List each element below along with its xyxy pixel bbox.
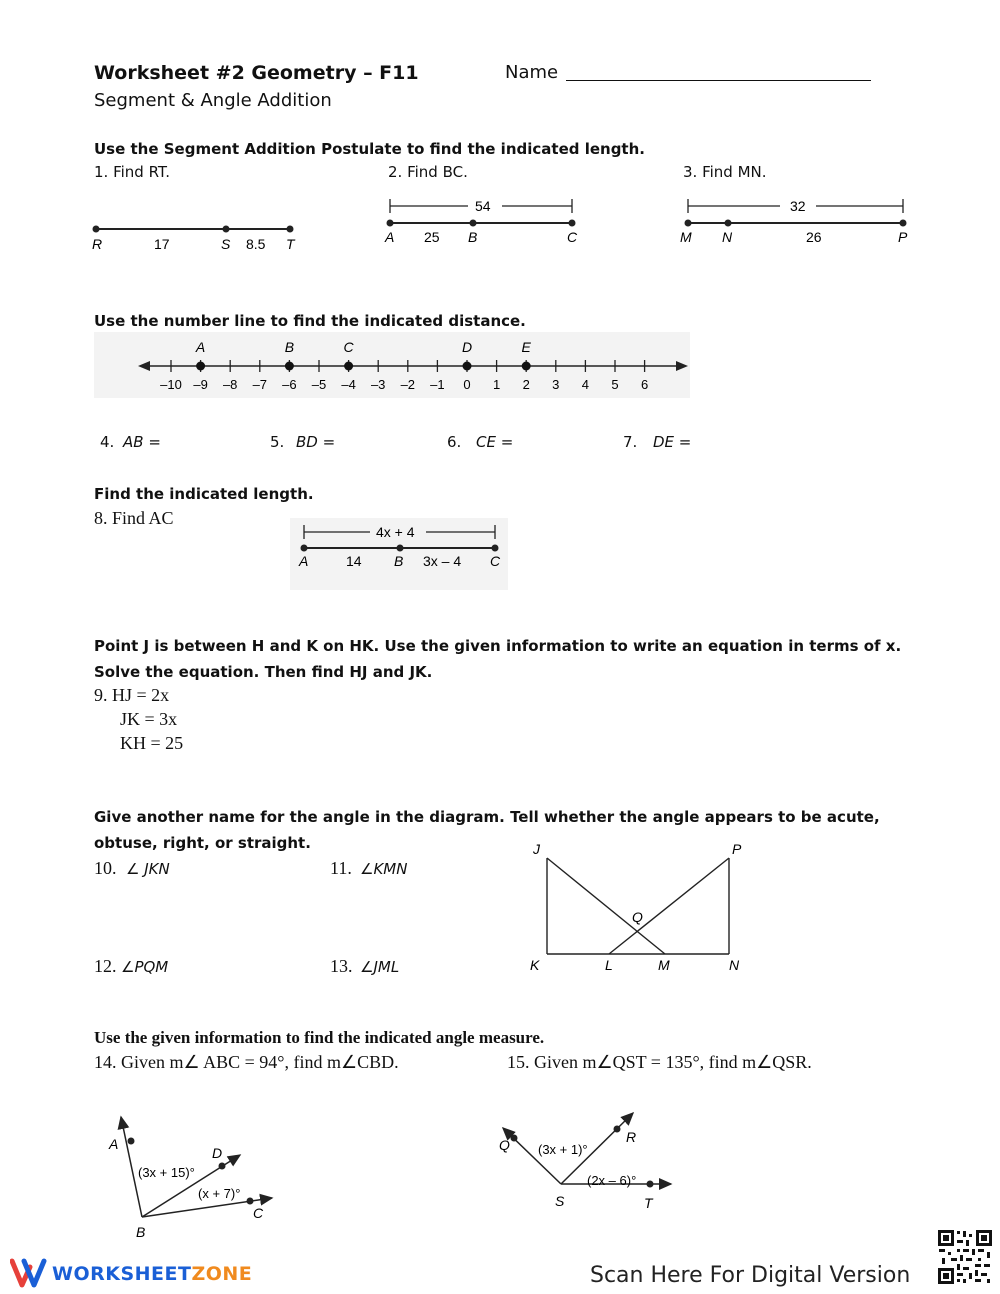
number-line-tick-label: –10 [160, 377, 182, 392]
question-13-number: 13. [330, 956, 353, 976]
question-10: ∠ JKN [126, 860, 170, 878]
number-line-point-e [522, 362, 531, 371]
point-c-label: C [490, 553, 501, 569]
worksheet-zone-brand[interactable] [52, 1263, 252, 1285]
question-12: ∠PQM [121, 958, 169, 976]
question-5-number: 5. [270, 433, 285, 451]
number-line-tick-label: 5 [611, 377, 619, 392]
number-line-tick-label: –7 [252, 377, 268, 392]
segment-bc-expression: 3x – 4 [423, 553, 462, 569]
point-r-label: R [92, 236, 103, 252]
qr-code-icon[interactable] [936, 1228, 994, 1286]
number-line-point-d [463, 362, 472, 371]
number-line-point-label-b: B [284, 339, 295, 355]
point-l-label: L [605, 957, 613, 973]
angle-dbc-measure: (x + 7)° [198, 1186, 241, 1201]
angle-diagram-abc [100, 1105, 290, 1245]
number-line-point-c [344, 362, 353, 371]
point-t-label: T [286, 236, 295, 252]
segment-figure-rt [88, 215, 303, 260]
worksheet-title: Worksheet #2 Geometry – F11 [94, 62, 419, 84]
number-line-tick-label: 0 [463, 377, 471, 392]
point-n-label: N [722, 229, 733, 245]
worksheet-zone-logo-icon [10, 1257, 48, 1289]
number-line-tick-label: 2 [522, 377, 530, 392]
segment-ac-expression: 4x + 4 [376, 524, 415, 540]
point-b-label: B [136, 1224, 146, 1240]
point-c-label: C [253, 1205, 264, 1221]
segment-figure-mn [678, 192, 918, 252]
number-line-tick-label: –9 [193, 377, 208, 392]
number-line-tick-label: –1 [430, 377, 445, 392]
angle-qsr-measure: (3x + 1)° [538, 1142, 588, 1157]
question-15: 15. Given m∠QST = 135°, find m∠QSR. [507, 1052, 812, 1072]
angle-diagram-qst [495, 1108, 680, 1218]
segment-mp-total: 32 [790, 198, 806, 214]
question-4-number: 4. [100, 433, 115, 451]
point-t-label: T [644, 1195, 653, 1211]
section1-instruction: Use the Segment Addition Postulate to find the indicated length. [94, 140, 645, 158]
point-b-label: B [394, 553, 404, 569]
point-r-label: R [626, 1129, 637, 1145]
segment-figure-ac [290, 518, 508, 590]
point-d-label: D [212, 1145, 223, 1161]
scan-prompt: Scan Here For Digital Version [590, 1263, 911, 1288]
segment-ab-length: 25 [424, 229, 440, 245]
question-12-number: 12. [94, 956, 117, 976]
question-9-hj: 9. HJ = 2x [94, 685, 170, 705]
question-11-number: 11. [330, 858, 352, 878]
point-s-label: S [221, 236, 231, 252]
number-line-point-a [196, 362, 205, 371]
question-6: CE = [476, 433, 514, 451]
worksheet-subtitle: Segment & Angle Addition [94, 90, 332, 111]
section2-instruction: Use the number line to find the indicated distance. [94, 312, 526, 330]
question-8: 8. Find AC [94, 508, 174, 528]
section4-instruction-line1: Point J is between H and K on HK. Use the given information to write an equation in terms of x. [94, 637, 902, 655]
question-2: 2. Find BC. [388, 163, 468, 181]
section5-instruction-line2: obtuse, right, or straight. [94, 834, 311, 852]
point-a-label: A [299, 553, 309, 569]
point-p-label: P [732, 841, 742, 857]
question-5: BD = [296, 433, 336, 451]
question-9-jk: JK = 3x [120, 709, 178, 729]
segment-figure-bc [380, 192, 585, 252]
section3-instruction: Find the indicated length. [94, 485, 314, 503]
question-14: 14. Given m∠ ABC = 94°, find m∠CBD. [94, 1052, 399, 1072]
point-s-label: S [555, 1193, 565, 1209]
name-line[interactable] [566, 80, 871, 81]
brand-accent-text: ZONE [191, 1263, 253, 1285]
number-line-point-b [285, 362, 294, 371]
question-7-number: 7. [623, 433, 638, 451]
angle-diagram-jkn [525, 836, 750, 978]
point-a-label: A [109, 1136, 119, 1152]
point-k-label: K [530, 957, 540, 973]
point-b-label: B [468, 229, 478, 245]
segment-ab-length: 14 [346, 553, 362, 569]
section5-instruction-line1: Give another name for the angle in the diagram. Tell whether the angle appears to be acute, [94, 808, 880, 826]
number-line-point-label-e: E [521, 339, 531, 355]
point-q-label: Q [499, 1137, 510, 1153]
segment-ac-total: 54 [475, 198, 491, 214]
number-line-tick-label: –8 [222, 377, 238, 392]
segment-np-length: 26 [806, 229, 822, 245]
number-line [94, 332, 690, 398]
section6-instruction: Use the given information to find the indicated angle measure. [94, 1028, 545, 1047]
number-line-tick-label: –6 [282, 377, 297, 392]
question-3: 3. Find MN. [683, 163, 767, 181]
angle-rst-measure: (2x – 6)° [587, 1173, 637, 1188]
segment-st-length: 8.5 [246, 236, 266, 252]
number-line-point-label-d: D [461, 339, 473, 355]
question-10-number: 10. [94, 858, 117, 878]
number-line-point-label-c: C [343, 339, 354, 355]
point-m-label: M [658, 957, 670, 973]
question-4: AB = [123, 433, 161, 451]
number-line-tick-label: 3 [552, 377, 560, 392]
point-j-label: J [533, 841, 540, 857]
question-1: 1. Find RT. [94, 163, 171, 181]
question-6-number: 6. [447, 433, 462, 451]
number-line-tick-label: –4 [341, 377, 356, 392]
number-line-tick-label: –3 [370, 377, 386, 392]
name-label: Name [505, 62, 559, 83]
brand-main-text: WORKSHEET [52, 1263, 192, 1285]
number-line-tick-label: –2 [400, 377, 416, 392]
point-m-label: M [680, 229, 692, 245]
number-line-tick-label: 1 [492, 377, 501, 392]
number-line-tick-label: –5 [311, 377, 327, 392]
point-n-label: N [729, 957, 740, 973]
point-q-label: Q [632, 909, 643, 925]
angle-abd-measure: (3x + 15)° [138, 1165, 195, 1180]
segment-rs-length: 17 [154, 236, 170, 252]
number-line-tick-label: 6 [640, 377, 649, 392]
point-c-label: C [567, 229, 578, 245]
point-a-label: A [385, 229, 395, 245]
section4-instruction-line2: Solve the equation. Then find HJ and JK. [94, 663, 433, 681]
number-line-tick-label: 4 [581, 377, 590, 392]
number-line-point-label-a: A [195, 339, 206, 355]
question-13: ∠JML [360, 958, 400, 976]
point-p-label: P [898, 229, 908, 245]
question-7: DE = [653, 433, 692, 451]
question-9-kh: KH = 25 [120, 733, 184, 753]
question-11: ∠KMN [360, 860, 408, 878]
